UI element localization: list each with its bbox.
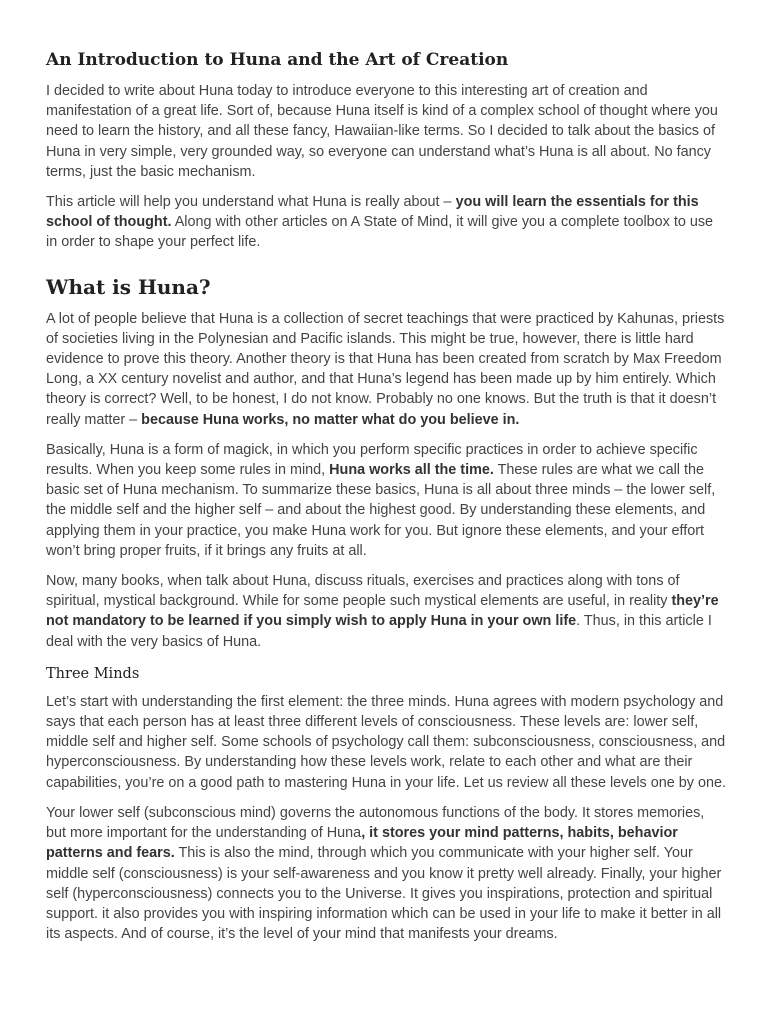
article [46, 48, 726, 954]
minds-p2-emphasis: , it stores your mind patterns, habits, behavior patterns and fears. [46, 825, 678, 862]
minds-paragraph-1 [46, 692, 726, 793]
huna-p3-text-end: . Thus, in this article I deal with the very basics of Huna. [46, 613, 712, 650]
intro-p2-text: This article will help you understand what Huna is really about – [46, 194, 456, 211]
article-title: An Introduction to Huna and the Art of Creation [46, 50, 509, 70]
huna-p3-emphasis: they’re not mandatory to be learned if you simply wish to apply Huna in your own life [46, 593, 719, 630]
section-heading-what-is-huna: What is Huna? [46, 274, 211, 299]
huna-paragraph-2 [46, 440, 726, 561]
huna-p1-text: A lot of people believe that Huna is a collection of secret teachings that were practiced by Kahunas, priests of societies living in the Polynesian and Pacific islands. This might be true, however, there is little hard evidence to prove this theory. Another theory is that Huna has been created from scratch by Max Freedom Long, a XX century novelist and author, and that Huna’s legend has been made up by him entirely. Which theory is correct? Well, to be honest, I do not know. Probably no one knows. But the truth is that it doesn’t really matter – [46, 310, 725, 428]
subsection-heading-three-minds: Three Minds [46, 665, 140, 682]
intro-p1-text: I decided to write about Huna today to introduce everyone to this interesting art of creation and manifestation of a great life. Sort of, because Huna itself is kind of a complex school of thought where you need to learn the history, and all these fancy, Hawaiian-like terms. So I decided to talk about the basics of Huna in very simple, very grounded way, so everyone can understand what’s Huna is all about. No fancy terms, just the basic mechanism. [46, 83, 718, 180]
minds-p2-text-end: This is also the mind, through which you communicate with your higher self. Your middle self (consciousness) is your self-awareness and you know it pretty well already. Finally, your higher self (hyperconsciousness) connects you to the Universe. It gives you inspirations, protection and spiritual support. it also provides you with inspiring information which can be used in your life to make it better in all its aspects. And of course, it’s the level of your mind that manifests your dreams. [46, 845, 722, 943]
huna-p1-emphasis: because Huna works, no matter what do you believe in. [141, 411, 520, 428]
minds-paragraph-2 [46, 803, 726, 944]
minds-p1-text: Let’s start with understanding the first element: the three minds. Huna agrees with modern psychology and says that each person has at least three different levels of consciousness. These levels are: lower self, middle self and higher self. Some schools of psychology call them: subconsciousness, consciousness, and hyperconsciousness. By understanding how these levels work, relate to each other and what are their capabilities, you’re on a good path to mastering Huna in your life. Let us review all these levels one by one. [46, 693, 726, 791]
huna-p3-text: Now, many books, when talk about Huna, discuss rituals, exercises and practices along with tons of spiritual, mystical background. While for some people such mystical elements are useful, in reality [46, 573, 680, 610]
intro-paragraph-1 [46, 81, 726, 182]
intro-p2-text-end: Along with other articles on A State of Mind, it will give you a complete toolbox to use in order to shape your perfect life. [46, 214, 714, 251]
huna-p2-emphasis: Huna works all the time. [329, 462, 494, 479]
huna-paragraph-3 [46, 571, 726, 652]
huna-p2-text-end: These rules are what we call the basic set of Huna mechanism. To summarize these basics, Huna is all about three minds – the lower self, the middle self and the higher self – and about the highest good. By understanding these elements, and applying them in your practice, you make Huna work for you. But ignore these elements, and your effort won’t bring proper fruits, if it brings any fruits at all. [46, 462, 716, 559]
huna-paragraph-1 [46, 309, 726, 430]
huna-p2-text: Basically, Huna is a form of magick, in which you perform specific practices in order to achieve specific results. When you keep some rules in mind, [46, 441, 698, 479]
intro-p2-emphasis: you will learn the essentials for this school of thought. [46, 194, 699, 231]
minds-p2-text: Your lower self (subconscious mind) governs the autonomous functions of the body. It stores memories, but more important for the understanding of Huna [46, 804, 705, 842]
intro-paragraph-2 [46, 192, 726, 253]
